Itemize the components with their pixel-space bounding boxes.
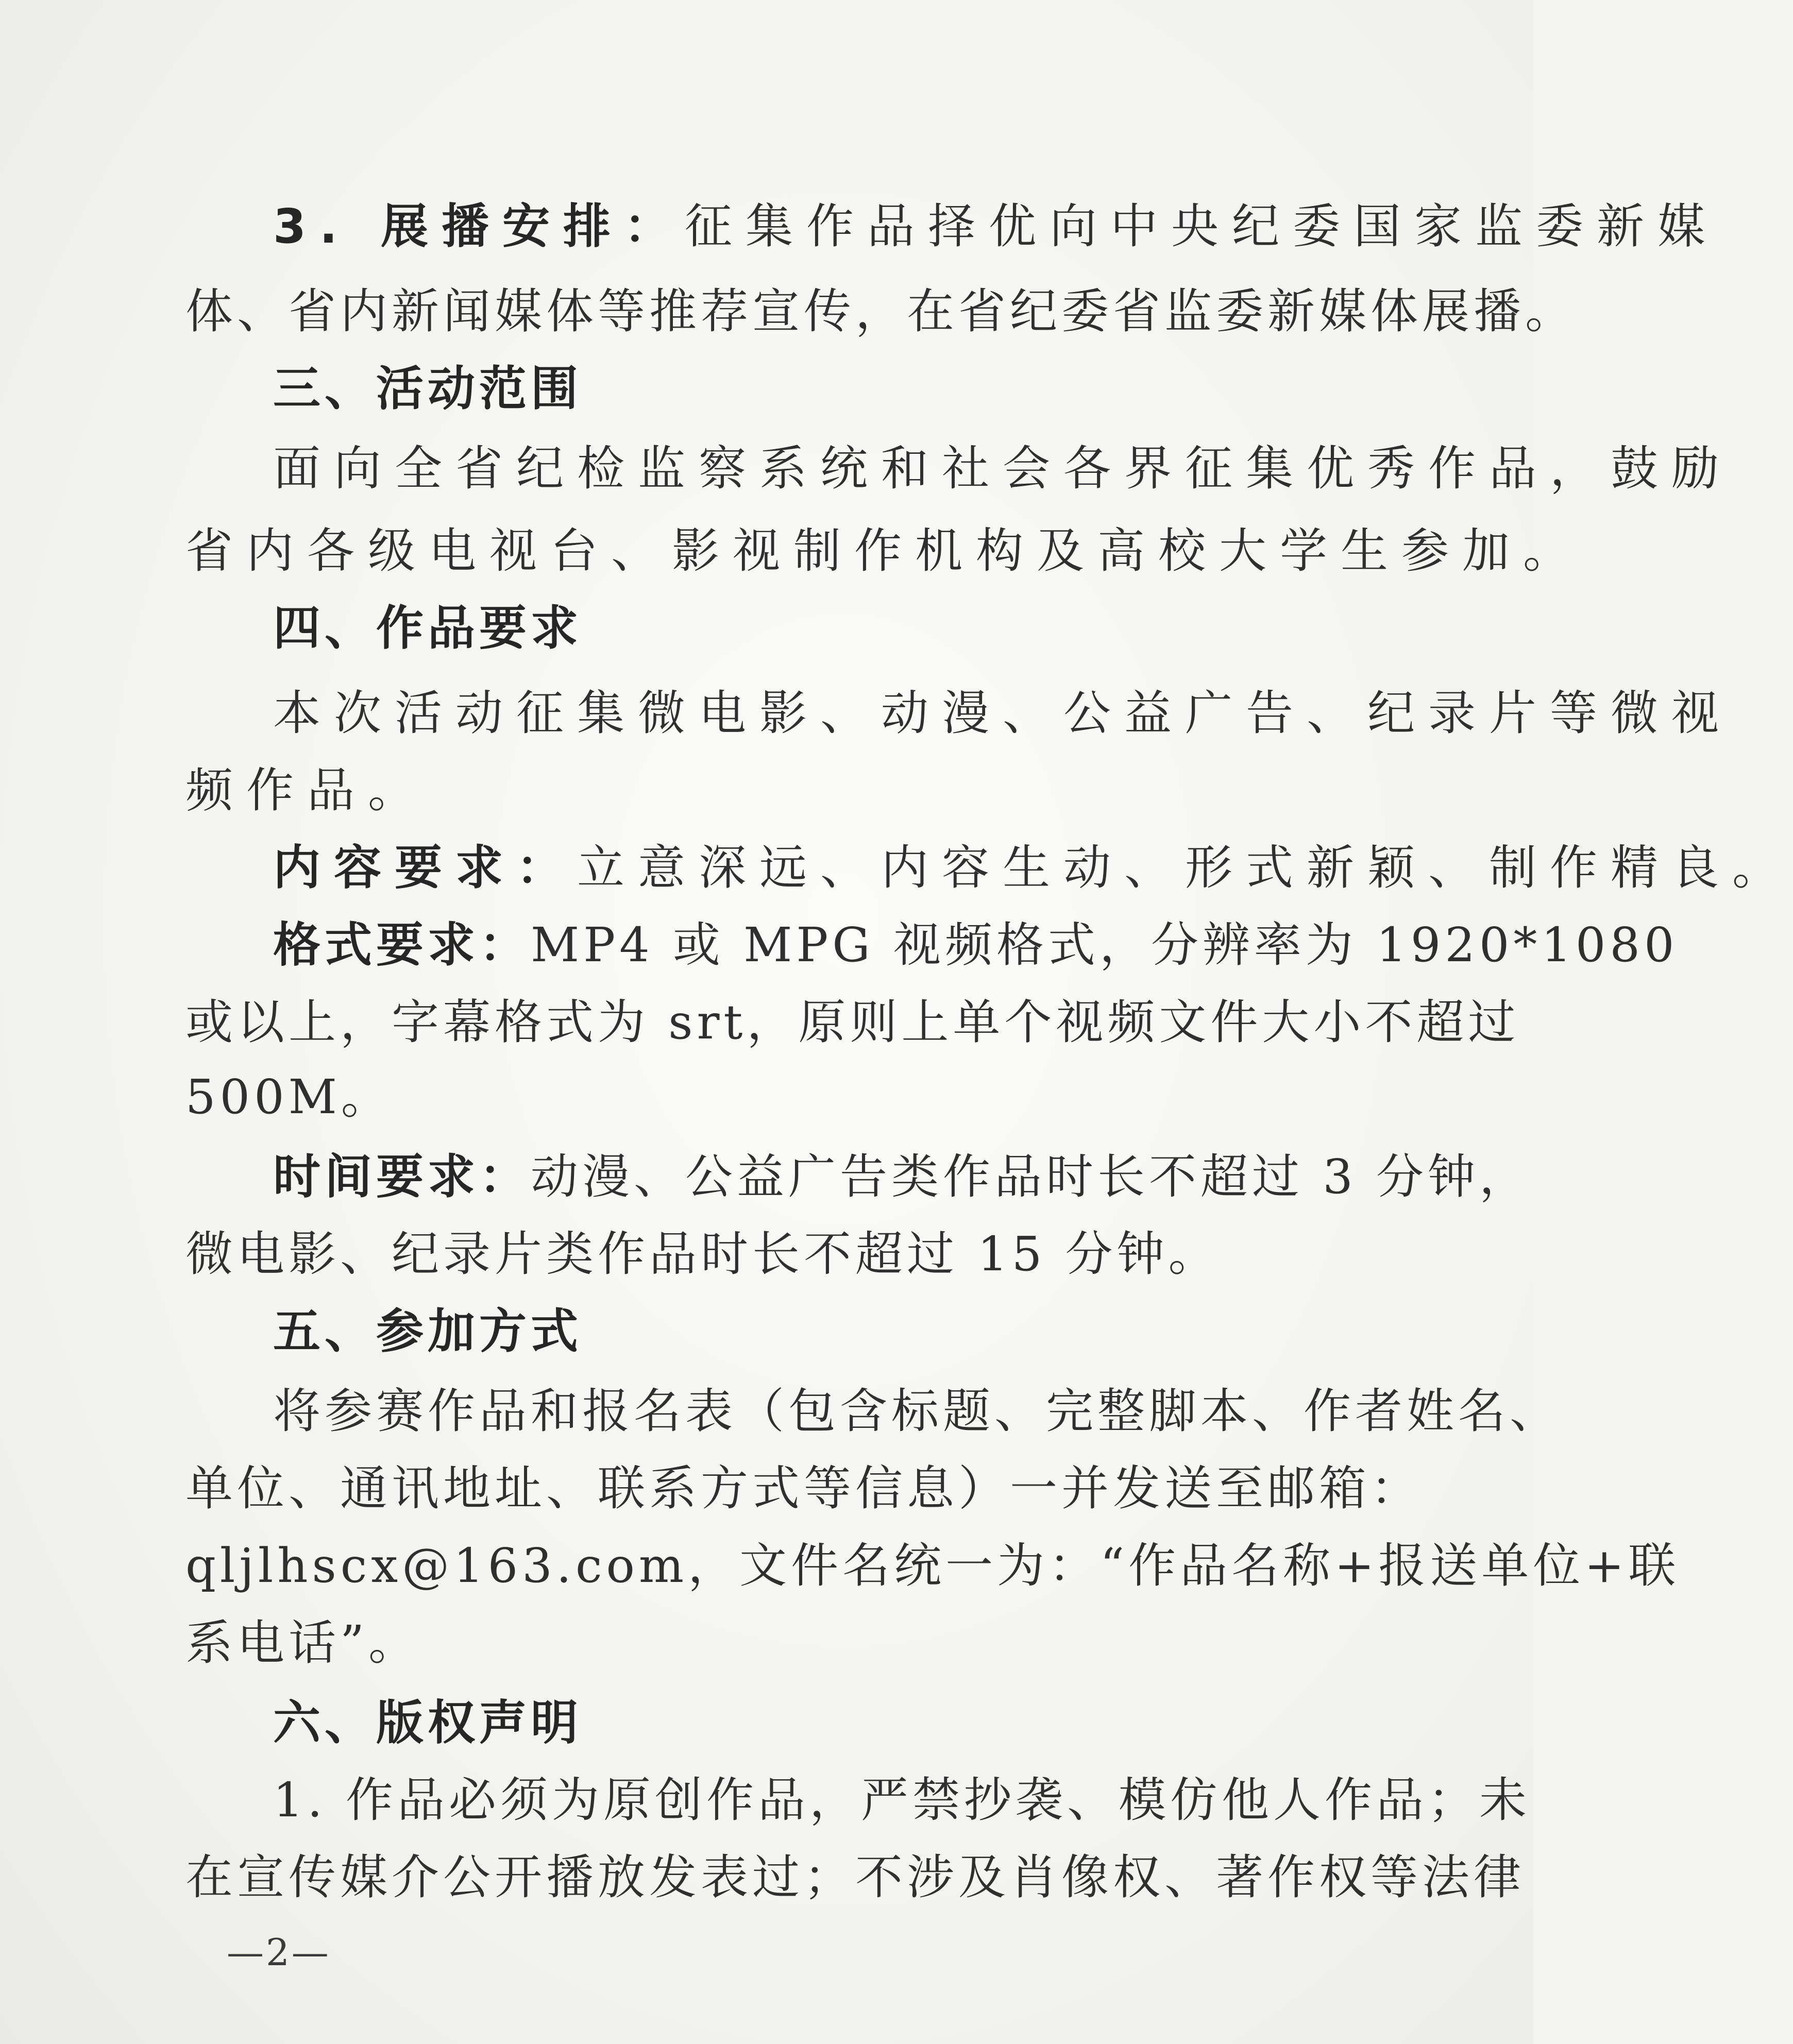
- paragraph-line-17: 单位、通讯地址、联系方式等信息）一并发送至邮箱：: [185, 1461, 1423, 1516]
- paragraph-lead: 格式要求：: [273, 917, 531, 973]
- paragraph-line-13: [273, 1149, 1531, 1205]
- paragraph-line-4: 面向全省纪检监察系统和社会各界征集优秀作品，鼓励: [273, 441, 1733, 496]
- section-heading-copyright: 六、版权声明: [273, 1695, 583, 1750]
- page-number: —2—: [227, 1931, 331, 1974]
- paragraph-lead: 3. 展播安排：: [273, 199, 685, 254]
- paragraph-text: MP4 或 MPG 视频格式，分辨率为 1920*1080: [531, 917, 1679, 973]
- paragraph-line-22: 在宣传媒介公开播放发表过；不涉及肖像权、著作权等法律: [185, 1850, 1526, 1905]
- paragraph-text: 征集作品择优向中央纪委国家监委新媒: [685, 199, 1719, 254]
- paragraph-line-11: 或以上，字幕格式为 srt，原则上单个视频文件大小不超过: [185, 995, 1520, 1050]
- paragraph-line-19: 系电话”。: [185, 1615, 420, 1671]
- paragraph-line-7: 本次活动征集微电影、动漫、公益广告、纪录片等微视: [273, 686, 1733, 741]
- paragraph-line-5: 省内各级电视台、影视制作机构及高校大学生参加。: [185, 523, 1584, 578]
- paragraph-line-2: 体、省内新闻媒体等推荐宣传，在省纪委省监委新媒体展播。: [185, 284, 1577, 339]
- paragraph-line-10: [273, 917, 1679, 974]
- section-heading-scope: 三、活动范围: [273, 361, 583, 416]
- paragraph-text: 立意深远、内容生动、形式新颖、制作精良。: [577, 840, 1793, 895]
- section-heading-requirements: 四、作品要求: [273, 601, 583, 656]
- paragraph-lead: 时间要求：: [273, 1149, 531, 1204]
- paragraph-line-21: 1. 作品必须为原创作品，严禁抄袭、模仿他人作品；未: [273, 1773, 1531, 1828]
- paragraph-line-9: [273, 840, 1793, 896]
- paragraph-line-1: [273, 198, 1719, 255]
- paragraph-line-12: 500M。: [185, 1069, 393, 1125]
- paragraph-line-18: qljlhscx@163.com，文件名统一为：“作品名称+报送单位+联: [185, 1538, 1680, 1593]
- paragraph-line-8: 频作品。: [185, 763, 429, 818]
- paragraph-text: 动漫、公益广告类作品时长不超过 3 分钟，: [531, 1149, 1531, 1204]
- section-heading-participation: 五、参加方式: [273, 1304, 583, 1359]
- paragraph-line-16: 将参赛作品和报名表（包含标题、完整脚本、作者姓名、: [273, 1384, 1562, 1439]
- paragraph-line-14: 微电影、纪录片类作品时长不超过 15 分钟。: [185, 1227, 1220, 1282]
- paragraph-lead: 内容要求：: [273, 840, 578, 895]
